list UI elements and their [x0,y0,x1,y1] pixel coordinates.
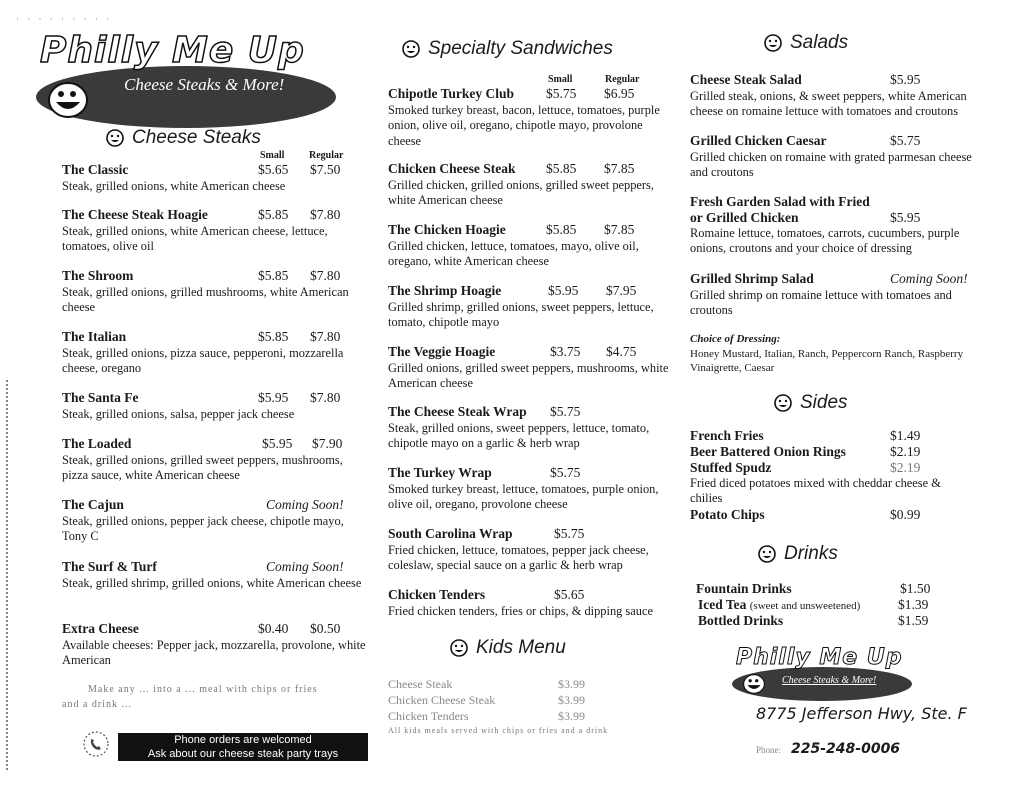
small-header: Small [260,150,285,161]
smiley-icon [106,129,124,147]
menu-item: The Cajun Coming Soon! Steak, grilled onions, pepper jack cheese, chipotle mayo, Tony C [62,497,344,544]
menu-item: The Cheese Steak Wrap $5.75 Steak, grilled onions, sweet peppers, lettuce, tomato, chipotle mayo on a garlic & herb wrap [388,404,650,451]
section-title-sides: Sides [774,392,848,414]
phone-orders-banner: Phone orders are welcomed Ask about our cheese steak party trays [118,733,368,761]
kids-item: Chicken Cheese Steak $3.99 [388,693,585,707]
drink-item: Bottled Drinks $1.59 [698,613,929,628]
menu-item: The Shrimp Hoagie $5.95 $7.95 Grilled shrimp, grilled onions, sweet peppers, lettuce, tomato, chipotle mayo [388,283,654,330]
menu-item-extra-cheese: Extra Cheese $0.40 $0.50 Available cheeses: Pepper jack, mozzarella, provolone, white American [62,621,366,668]
kids-item: Chicken Tenders $3.99 [388,709,585,723]
menu-item: The Turkey Wrap $5.75 Smoked turkey breast, lettuce, tomatoes, purple onion, olive oil, oregano, provolone cheese [388,465,659,512]
menu-item: The Italian $5.85 $7.80 Steak, grilled onions, pizza sauce, pepperoni, mozzarella cheese, oregano [62,329,344,376]
brand-tagline-small: Cheese Steaks & More! [782,675,877,686]
menu-item: Chicken Tenders $5.65 Fried chicken tenders, fries or chips, & dipping sauce [388,587,653,618]
menu-item: The Shroom $5.85 $7.80 Steak, grilled onions, grilled mushrooms, white American cheese [62,268,349,315]
brand-logo [28,30,348,130]
menu-item: Chicken Cheese Steak $5.85 $7.85 Grilled chicken, grilled onions, grilled sweet peppers, white American cheese [388,161,654,208]
meal-footnote: Make any ... into a ... meal with chips or fries [88,684,318,695]
smiley-icon [402,40,420,58]
side-item: Beer Battered Onion Rings $2.19 [690,444,921,459]
brand-name: Philly Me Up [40,30,305,71]
small-header: Small [548,74,573,85]
menu-item: Chipotle Turkey Club $5.75 $6.95 Smoked turkey breast, bacon, lettuce, tomatoes, purple onion, olive oil, oregano, chipotle mayo, provolone cheese [388,86,660,148]
menu-item: The Loaded $5.95 $7.90 Steak, grilled onions, grilled sweet peppers, mushrooms, pizza sauce, white American cheese [62,436,343,483]
phone-line: Phone: 225-248-0006 [756,741,901,757]
side-item: Stuffed Spudz $2.19 [690,460,921,475]
section-title-drinks: Drinks [758,543,838,565]
kids-note: All kids meals served with chips or fries and a drink [388,726,609,735]
address: 8775 Jefferson Hwy, Ste. F [756,704,967,723]
drink-item: Iced Tea (sweet and unsweetened) $1.39 [698,597,929,612]
smiley-icon [774,394,792,412]
menu-item: The Santa Fe $5.95 $7.80 Steak, grilled onions, salsa, pepper jack cheese [62,390,341,421]
menu-item: Cheese Steak Salad $5.95 Grilled steak, onions, & sweet peppers, white American cheese on romaine lettuce with tomatoes and croutons [690,72,967,119]
section-title-kids: Kids Menu [450,637,566,659]
smiley-icon [742,673,766,695]
phone-icon [82,730,110,758]
menu-item: South Carolina Wrap $5.75 Fried chicken, lettuce, tomatoes, pepper jack cheese, coleslaw, special sauce on a garlic & herb wrap [388,526,649,573]
smiley-icon [46,80,90,120]
menu-item: The Cheese Steak Hoagie $5.85 $7.80 Steak, grilled onions, white American cheese, lettuce, tomatoes, olive oil [62,207,341,254]
section-title-salads: Salads [764,32,848,54]
smiley-icon [758,545,776,563]
scan-artifact: · · · · · · · · · [16,14,112,24]
brand-tagline: Cheese Steaks & More! [124,75,285,94]
section-title-specialty: Specialty Sandwiches [402,38,613,60]
side-item: French Fries $1.49 [690,428,921,443]
regular-header: Regular [309,150,344,161]
menu-item: Grilled Shrimp Salad Coming Soon! Grilled shrimp on romaine lettuce with tomatoes and croutons [690,271,968,318]
menu-item: The Veggie Hoagie $3.75 $4.75 Grilled onions, grilled sweet peppers, mushrooms, white American cheese [388,344,669,391]
menu-item: The Chicken Hoagie $5.85 $7.85 Grilled chicken, lettuce, tomatoes, mayo, olive oil, oregano, white American cheese [388,222,639,269]
meal-footnote-2: and a drink ... [62,699,132,710]
regular-header: Regular [605,74,640,85]
drink-item: Fountain Drinks $1.50 [696,581,931,596]
section-title-cheese-steaks: Cheese Steaks [106,127,261,149]
brand-logo-small [728,645,918,705]
side-item: Potato Chips $0.99 [690,507,921,522]
scan-margin-marks [6,380,12,770]
brand-name-small: Philly Me Up [736,645,903,670]
menu-item: The Surf & Turf Coming Soon! Steak, grilled shrimp, grilled onions, white American cheese [62,559,362,590]
menu-item: Grilled Chicken Caesar $5.75 Grilled chicken on romaine with grated parmesan cheese and croutons [690,133,972,180]
smiley-icon [764,34,782,52]
menu-item: Fresh Garden Salad with Fried or Grilled Chicken $5.95 Romaine lettuce, tomatoes, carrots, cucumbers, purple onions, croutons and your choice of dressing [690,194,960,256]
dressing-choices: Choice of Dressing: Honey Mustard, Italian, Ranch, Peppercorn Ranch, Raspberry Vinaigrette, Caesar [690,333,964,375]
side-item-desc: Fried diced potatoes mixed with cheddar cheese & chilies [690,476,941,506]
menu-item: The Classic $5.65 $7.50 Steak, grilled onions, white American cheese [62,162,341,193]
kids-item: Cheese Steak $3.99 [388,677,585,691]
smiley-icon [450,639,468,657]
